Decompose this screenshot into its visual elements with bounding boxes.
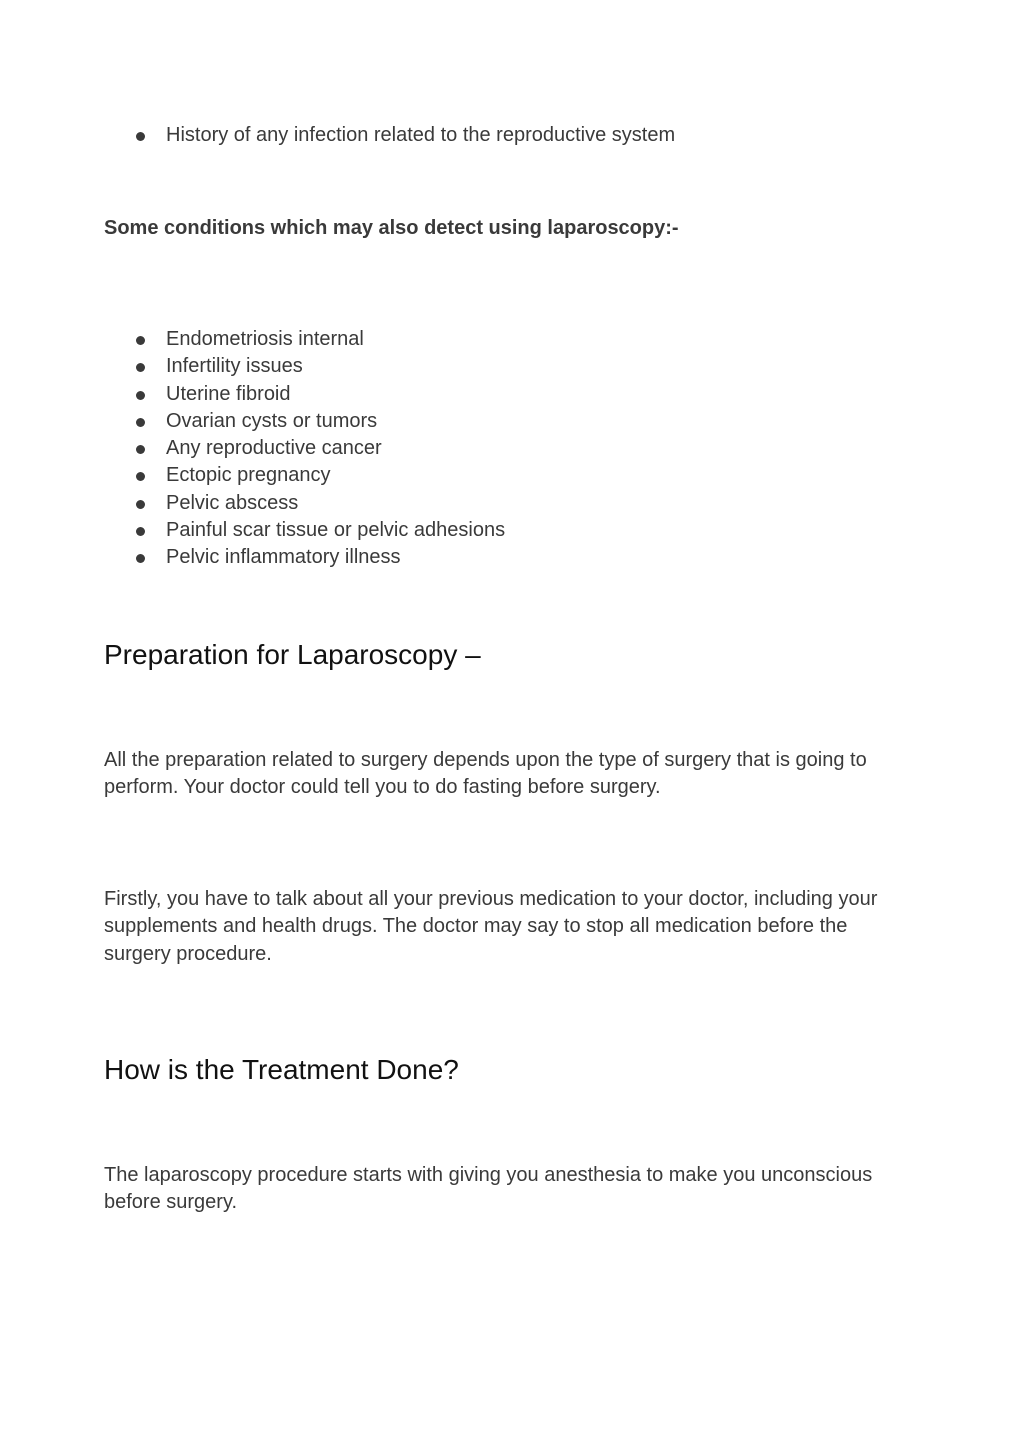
- bullet-icon: [136, 554, 145, 563]
- bullet-icon: [136, 363, 145, 372]
- list-item: [134, 544, 505, 571]
- bullet-icon: [136, 132, 145, 141]
- conditions-heading: Some conditions which may also detect using laparoscopy:-: [104, 217, 679, 239]
- bullet-icon: [136, 391, 145, 400]
- list-item-text: Any reproductive cancer: [166, 437, 382, 460]
- bullet-icon: [136, 527, 145, 536]
- list-item: [134, 408, 505, 435]
- conditions-bullet-list: [134, 326, 505, 572]
- list-item: [134, 490, 505, 517]
- list-item-text: Pelvic abscess: [166, 491, 299, 514]
- bullet-icon: [136, 472, 145, 481]
- list-item: [134, 381, 505, 408]
- list-item-text: Infertility issues: [166, 355, 303, 378]
- list-item-text: Ectopic pregnancy: [166, 464, 331, 487]
- list-item: [134, 326, 505, 353]
- preparation-heading: Preparation for Laparoscopy –: [104, 639, 481, 670]
- list-item-text: Endometriosis internal: [166, 328, 364, 350]
- bullet-icon: [136, 418, 145, 427]
- preparation-paragraph-1: All the preparation related to surgery depends upon the type of surgery that is going to perform. Your doctor could tell you to do fasting before surgery.: [104, 749, 867, 799]
- treatment-paragraph-1: The laparoscopy procedure starts with giving you anesthesia to make you unconscious before surgery.: [104, 1164, 873, 1214]
- bullet-icon: [136, 500, 145, 509]
- list-item: [134, 353, 505, 380]
- list-item-text: Pelvic inflammatory illness: [166, 546, 401, 569]
- list-item-text: History of any infection related to the reproductive system: [166, 124, 676, 146]
- list-item-text: Painful scar tissue or pelvic adhesions: [166, 519, 506, 542]
- bullet-icon: [136, 445, 145, 454]
- preparation-paragraph-2: Firstly, you have to talk about all your previous medication to your doctor, including your supplements and health drugs. The doctor may say to stop all medication before the surgery procedure.: [104, 888, 878, 965]
- list-item: [134, 517, 505, 544]
- list-item-text: Ovarian cysts or tumors: [166, 409, 378, 432]
- list-item: [134, 462, 505, 489]
- list-item-text: Uterine fibroid: [166, 382, 291, 405]
- bullet-icon: [136, 336, 145, 345]
- intro-bullet-list: [134, 122, 675, 149]
- treatment-heading: How is the Treatment Done?: [104, 1054, 459, 1085]
- list-item: [134, 435, 505, 462]
- list-item: [134, 122, 675, 149]
